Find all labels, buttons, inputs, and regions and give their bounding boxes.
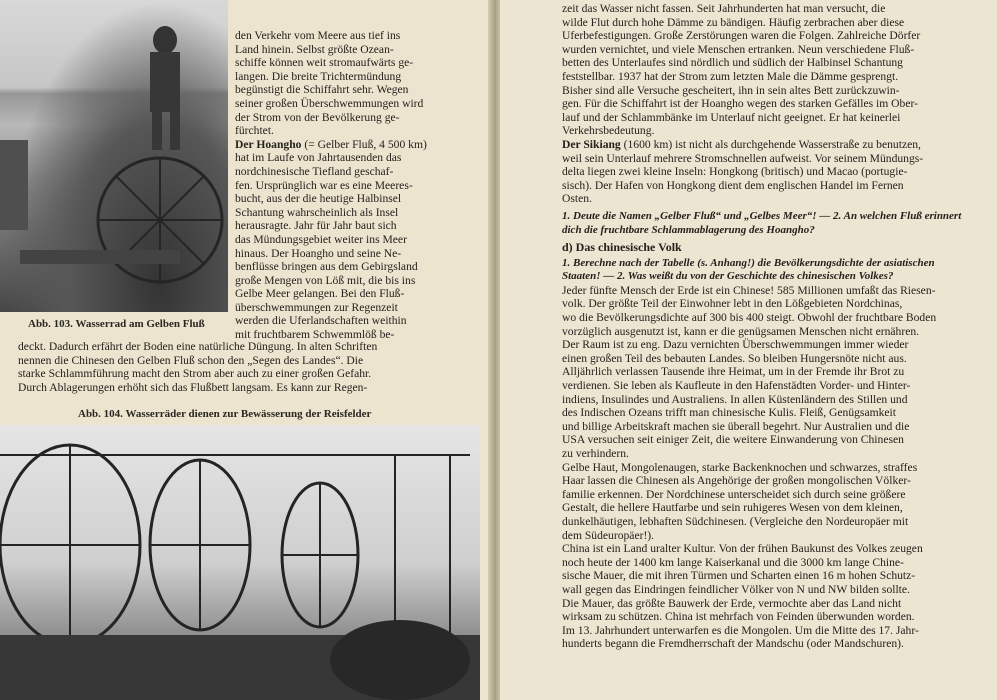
text-line: Durch Ablagerungen erhöht sich das Flußbett langsam. Es kann zur Regen- (18, 380, 368, 394)
hoangho-rest: (= Gelber Fluß, 4 500 km) (301, 137, 427, 151)
question-line: Staaten! — 2. Was weißt du von der Geschichte des chinesischen Volkes? (562, 270, 894, 283)
text-line: Haar lassen die Chinesen als Angehörige der großen mongolischen Völker- (562, 474, 911, 488)
text-line: hinaus. Der Hoangho und seine Ne- (235, 246, 402, 260)
text-line: Im 13. Jahrhundert unterwarfen es die Mongolen. Um die Mitte des 17. Jahr- (562, 623, 919, 637)
sikiang-line (562, 138, 982, 152)
text-line: China ist ein Land uralter Kultur. Von der frühen Baukunst des Volkes zeugen (562, 542, 923, 556)
text-line: Gelbe Meer gelangen. Bei den Fluß- (235, 287, 405, 301)
text-line: delta liegen zwei kleine Inseln: Hongkong (britisch) und Macao (portugie- (562, 165, 908, 179)
fig104-caption: Abb. 104. Wasserräder dienen zur Bewässerung der Reisfelder (78, 408, 372, 420)
text-line: herausragte. Jahr für Jahr baut sich (235, 219, 397, 233)
text-line: verdienen. Sie leben als Kaufleute in den Hafenstädten Vorder- und Hinter- (562, 379, 911, 393)
text-line: wo die Bevölkerungsdichte auf 300 bis 400 steigt. Obwohl der fruchtbare Boden (562, 311, 937, 325)
text-line: Gelbe Haut, Mongolenaugen, starke Backenknochen und schwarzes, straffes (562, 460, 918, 474)
text-line: wurden vernichtet, und viele Menschen ertranken. Neun verschiedene Fluß- (562, 42, 915, 56)
text-line: seiner großen Überschwemmungen wird (235, 96, 424, 110)
text-line: sische Mauer, die mit ihren Türmen und Scharten einen 16 m hohen Schutz- (562, 569, 916, 583)
right-page (500, 0, 997, 700)
text-line: mit fruchtbarem Schwemmlöß be- (235, 328, 395, 342)
text-line: wilde Flut durch hohe Dämme zu bändigen. Häufig zerbrachen aber diese (562, 15, 905, 29)
text-line: weil sein Unterlauf mehrere Stromschnellen aufweist. Vor seinem Mündungs- (562, 151, 924, 165)
text-line: hat im Laufe von Jahrtausenden das (235, 151, 402, 165)
text-line: starke Schlammführung macht den Strom aber auch zu einer großen Gefahr. (18, 367, 372, 381)
text-line: Bisher sind alle Versuche gescheitert, ihn in sein altes Bett zurückzuwin- (562, 83, 900, 97)
text-line: USA versuchen seit einiger Zeit, die weitere Einwanderung von Chinesen (562, 433, 904, 447)
text-line: lauf und der Schlammbänke im Unterlauf nicht geeignet. Er hat keinerlei (562, 110, 901, 124)
text-line: das Mündungsgebiet weiter ins Meer (235, 232, 407, 246)
hoangho-line (235, 138, 445, 152)
text-line: bucht, aus der die heutige Halbinsel (235, 192, 402, 206)
text-line: überschwemmungen zur Regenzeit (235, 300, 398, 314)
text-line: wirksam zu schützen. China ist mehrfach von Feinden überwunden worden. (562, 610, 915, 624)
text-line: zeit das Wasser nicht fassen. Seit Jahrhunderten hat man versucht, die (562, 2, 886, 15)
text-line: schiffe können weit stromaufwärts ge- (235, 56, 414, 70)
text-line: den Verkehr vom Meere aus tief ins (235, 29, 401, 42)
text-line: nennen die Chinesen den Gelben Fluß schon den „Segen des Landes“. Die (18, 353, 364, 367)
text-line: langen. Die breite Trichtermündung (235, 69, 402, 83)
text-line: hunderts begann die Fremdherrschaft der Mandschu (oder Mandschuren). (562, 637, 904, 651)
text-line: der Strom von der Bevölkerung ge- (235, 110, 400, 124)
text-line: betten des Unterlaufes sind nördlich und südlich der Halbinsel Schantung (562, 56, 903, 70)
text-line: benflüsse bringen aus dem Gebirgsland (235, 260, 418, 274)
sikiang-rest: (1600 km) ist nicht als durchgehende Wasserstraße zu benutzen, (620, 137, 921, 151)
photo-water-wheels-illustration (0, 425, 480, 700)
left-column-text (235, 29, 445, 342)
text-line: indiens, Insulindes und Australiens. In allen Küstenländern des Stillen und (562, 392, 908, 406)
photo-water-wheels-rice-fields (0, 425, 480, 700)
section-heading: d) Das chinesische Volk (562, 240, 682, 255)
left-page (0, 0, 492, 700)
question-line: 1. Deute die Namen „Gelber Fluß“ und „Gelbes Meer“! — 2. An welchen Fluß erinnert (562, 209, 962, 222)
text-line: Schantung wahrscheinlich als Insel (235, 205, 399, 219)
text-line: und billige Arbeitskraft machen sie überall begehrt. Nur Australien und die (562, 419, 910, 433)
text-line: sisch). Der Hafen von Hongkong dient dem englischen Handel im Fernen (562, 178, 904, 192)
left-full-width-text (18, 340, 446, 394)
text-line: noch heute der 1400 km lange Kaiserkanal und die 3000 km lange Chine- (562, 555, 904, 569)
text-line: volk. Der größte Teil der Einwohner lebt in den Lößgebieten Nordchinas, (562, 297, 903, 311)
text-line: Verkehrsbedeutung. (562, 124, 655, 138)
text-line: einen großen Teil des bebauten Landes. So bleiben Hungersnöte nicht aus. (562, 351, 907, 365)
fig103-caption: Abb. 103. Wasserrad am Gelben Fluß (28, 318, 205, 330)
text-line: Uferbefestigungen. Große Zerstörungen waren die Folgen. Zahlreiche Dörfer (562, 29, 921, 43)
text-line: zu verhindern. (562, 447, 629, 460)
text-line: Osten. (562, 192, 592, 206)
question-line: 1. Berechne nach der Tabelle (s. Anhang!) die Bevölkerungsdichte der asiatischen (562, 256, 935, 269)
text-line: Gestalt, die hellere Hautfarbe und sein ruhigeres Wesen von dem kleinen, (562, 501, 903, 515)
text-line: dem Südeuropäer!). (562, 528, 655, 542)
text-line: Jeder fünfte Mensch der Erde ist ein Chinese! 585 Millionen umfaßt das Riesen- (562, 283, 936, 297)
text-line: fen. Ursprünglich war es eine Meeres- (235, 178, 413, 192)
text-line: Der Raum ist zu eng. Dazu vernichten Überschwemmungen immer wieder (562, 338, 909, 352)
question-line: dich die fruchtbare Schlammablagerung des Hoangho? (562, 223, 815, 236)
text-line: wall gegen das Eindringen feindlicher Völker von N und NW bilden sollte. (562, 582, 910, 596)
text-line: gen. Für die Schiffahrt ist der Hoangho wegen des starken Gefälles im Ober- (562, 97, 918, 111)
photo-water-wheel-illustration (0, 0, 228, 312)
text-line: Alljährlich verlassen Tausende ihre Heimat, um in der Fremde ihr Brot zu (562, 365, 905, 379)
text-line: große Mengen von Löß mit, die bis ins (235, 273, 416, 287)
text-line: vorzüglich ausgenutzt ist, kann er die genügsamen Menschen nicht ernähren. (562, 324, 920, 338)
hoangho-term: Der Hoangho (235, 137, 302, 151)
text-line: Die Mauer, das größte Bauwerk der Erde, vermochte aber das Land nicht (562, 596, 902, 610)
text-line: Land hinein. Selbst größte Ozean- (235, 42, 394, 56)
text-line: begünstigt die Schiffahrt sehr. Wegen (235, 83, 409, 97)
text-line: deckt. Dadurch erfährt der Boden eine natürliche Düngung. In alten Schriften (18, 340, 378, 353)
text-line: fürchtet. (235, 124, 274, 138)
right-column-text (562, 2, 982, 651)
text-line: familie erkennen. Der Nordchinese unterscheidet sich durch seine größere (562, 487, 906, 501)
text-line: feststellbar. 1937 hat der Strom zum letzten Male die Dämme gesprengt. (562, 69, 899, 83)
text-line: dunkelhäutigen, lebhaften Südchinesen. (Vergleiche den Nordeuropäer mit (562, 514, 909, 528)
text-line: werden die Uferlandschaften weithin (235, 314, 407, 328)
text-line: nordchinesische Tiefland geschaf- (235, 164, 394, 178)
sikiang-term: Der Sikiang (562, 137, 621, 151)
photo-water-wheel-yellow-river (0, 0, 228, 312)
text-line: des Indischen Ozeans trifft man chinesische Kulis. Fleiß, Genügsamkeit (562, 406, 896, 420)
